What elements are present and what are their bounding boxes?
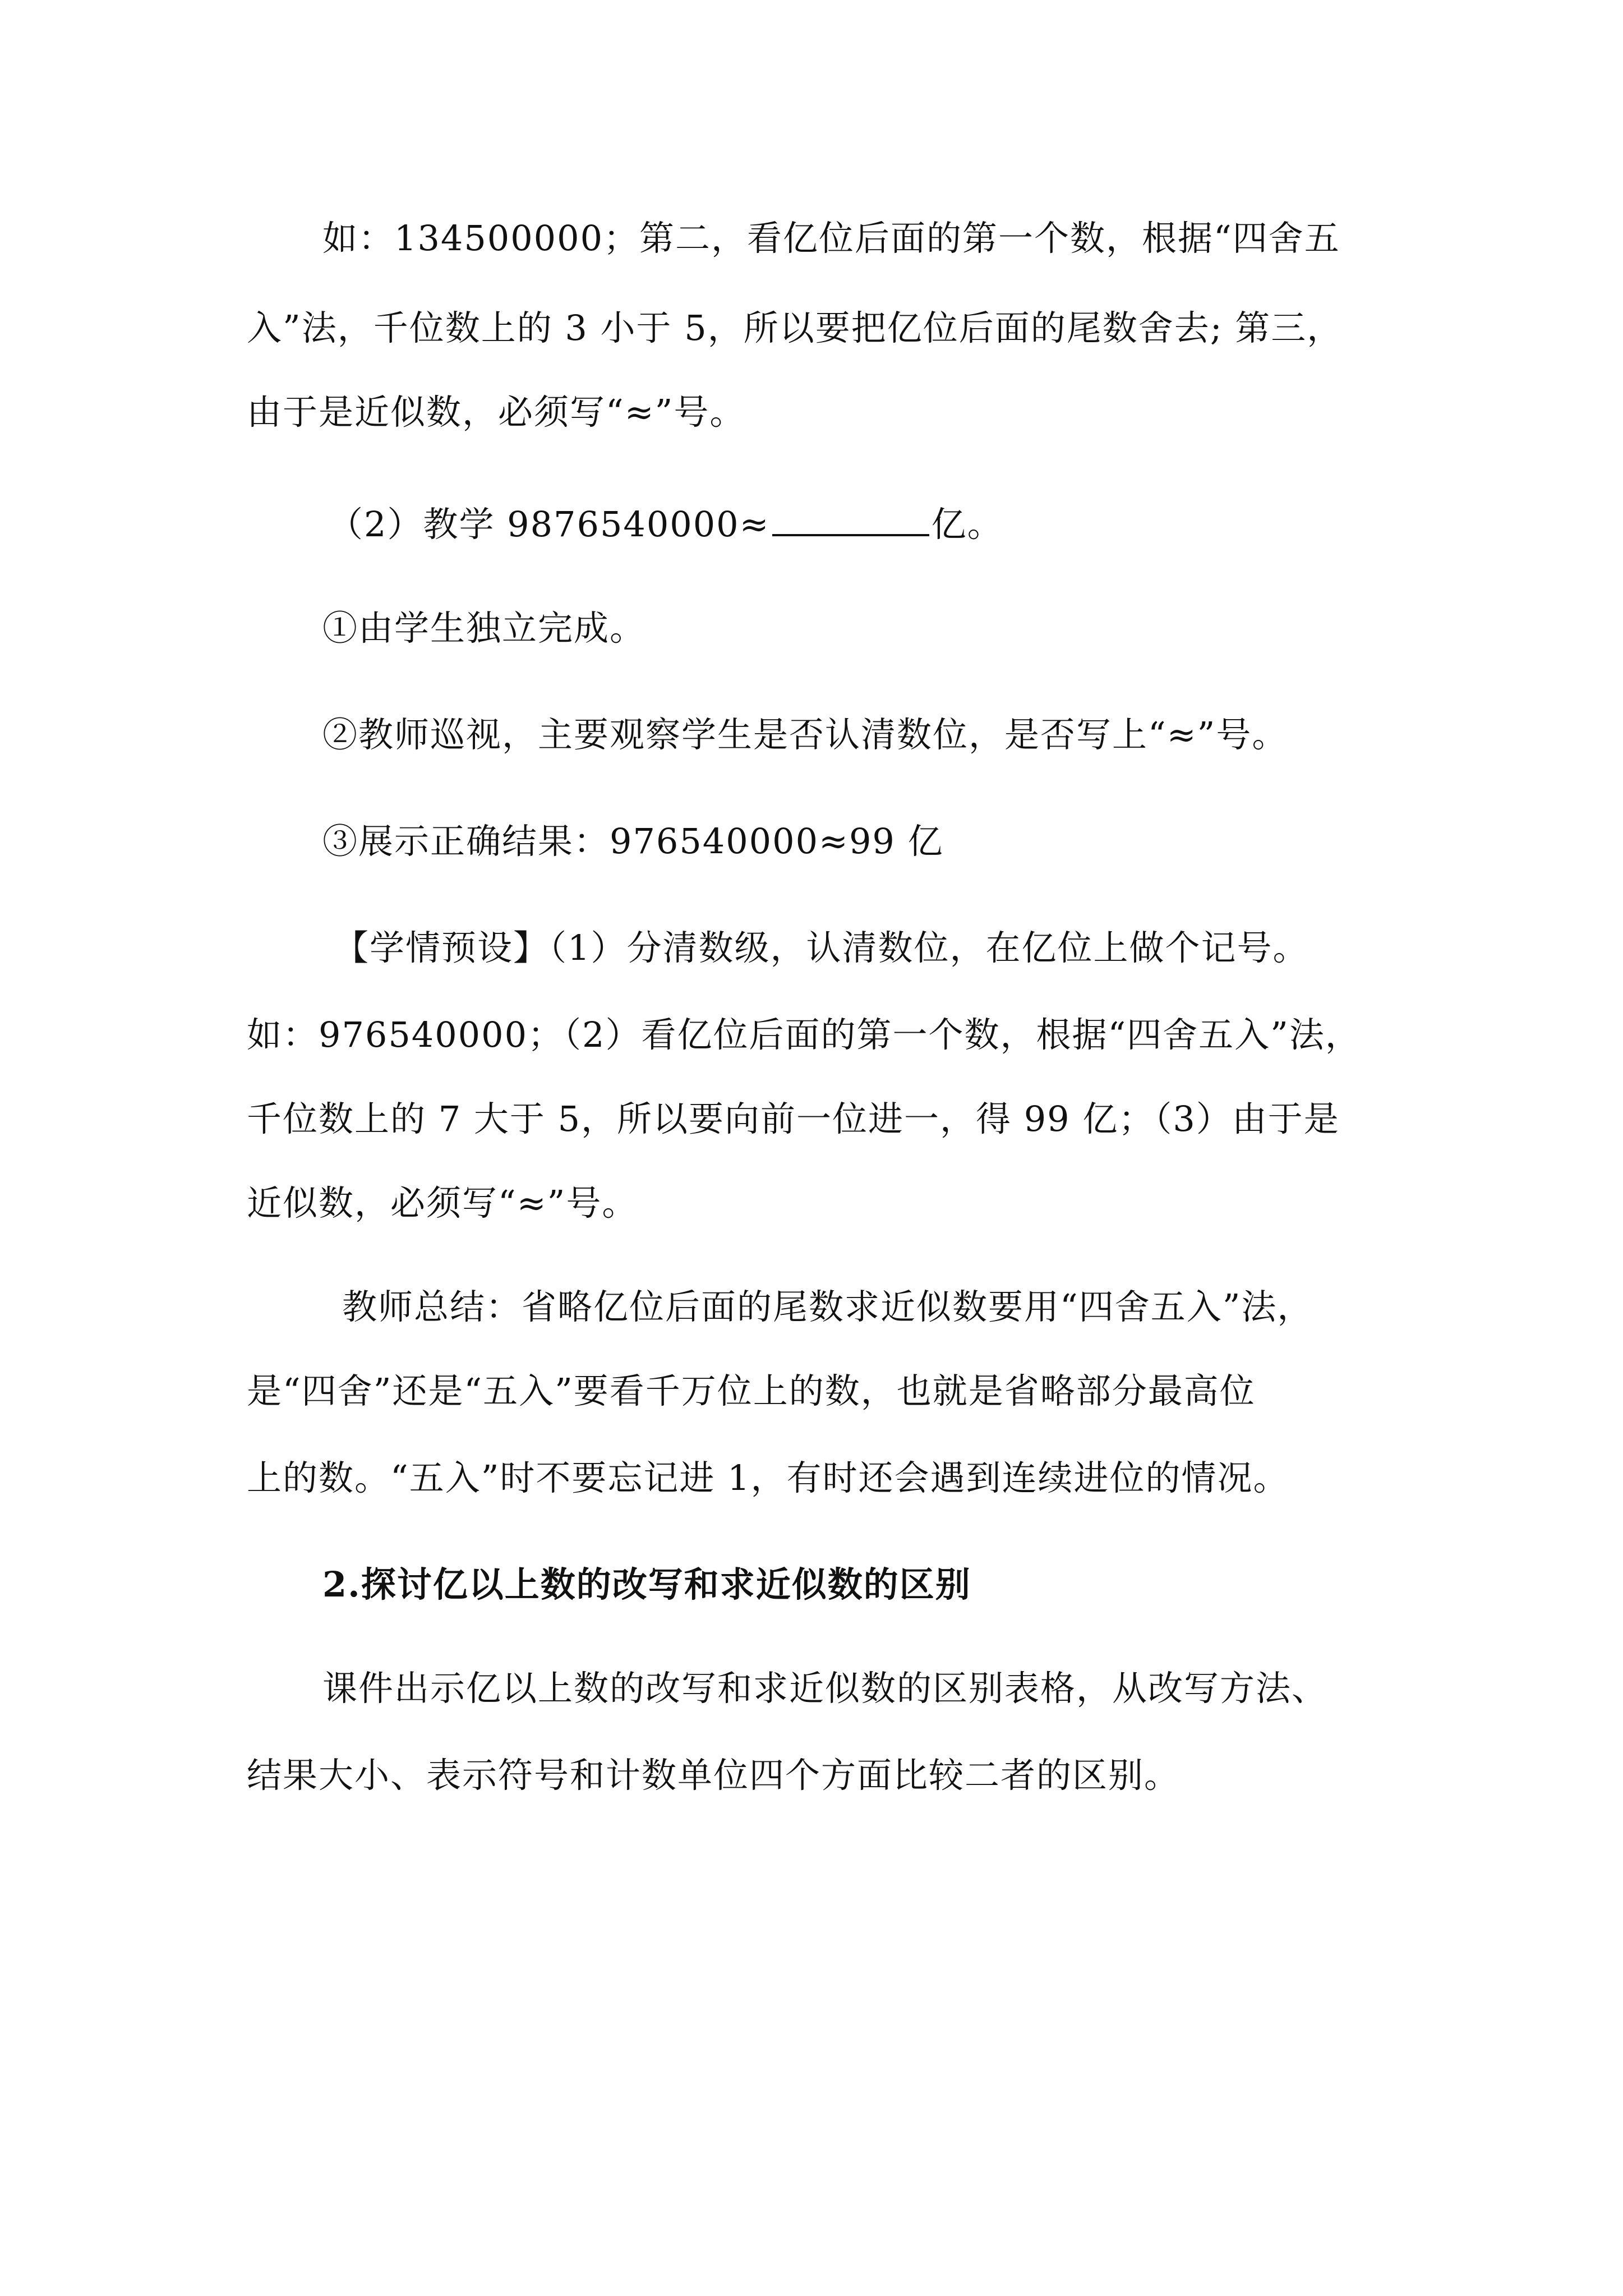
teach-item-prefix: （2）教学 9876540000≈ (328, 504, 770, 545)
section-heading: 2.探讨亿以上数的改写和求近似数的区别 (322, 1564, 971, 1605)
paragraph-line: 【学情预设】（1）分清数级，认清数位，在亿位上做个记号。 (334, 927, 1309, 968)
teach-item (328, 499, 1003, 544)
paragraph-line: 千位数上的 7 大于 5，所以要向前一位进一，得 99 亿；（3）由于是 (247, 1098, 1340, 1139)
paragraph-line: 是“四舍”还是“五入”要看千万位上的数，也就是省略部分最高位 (247, 1370, 1256, 1411)
paragraph-line: 结果大小、表示符号和计数单位四个方面比较二者的区别。 (247, 1755, 1181, 1796)
paragraph-line: 入”法，千位数上的 3 小于 5，所以要把亿位后面的尾数舍去; 第三， (247, 307, 1343, 348)
answer-blank (772, 499, 929, 536)
paragraph-line: 课件出示亿以上数的改写和求近似数的区别表格，从改写方法、 (322, 1668, 1328, 1709)
step-2: ②教师巡视，主要观察学生是否认清数位，是否写上“≈”号。 (322, 714, 1288, 755)
teach-item-suffix: 亿。 (931, 504, 1003, 545)
paragraph-line: 近似数，必须写“≈”号。 (247, 1182, 638, 1223)
paragraph-line: 上的数。“五入”时不要忘记进 1，有时还会遇到连续进位的情况。 (247, 1457, 1289, 1498)
step-3: ③展示正确结果：976540000≈99 亿 (322, 821, 944, 862)
step-1: ①由学生独立完成。 (322, 608, 646, 648)
paragraph-line: 如：976540000；（2）看亿位后面的第一个数，根据“四舍五入”法， (247, 1014, 1361, 1055)
paragraph-line: 教师总结：省略亿位后面的尾数求近似数要用“四舍五入”法， (342, 1286, 1313, 1327)
paragraph-line: 由于是近似数，必须写“≈”号。 (247, 392, 746, 432)
paragraph-line: 如：134500000；第二，看亿位后面的第一个数，根据“四舍五 (322, 218, 1340, 259)
